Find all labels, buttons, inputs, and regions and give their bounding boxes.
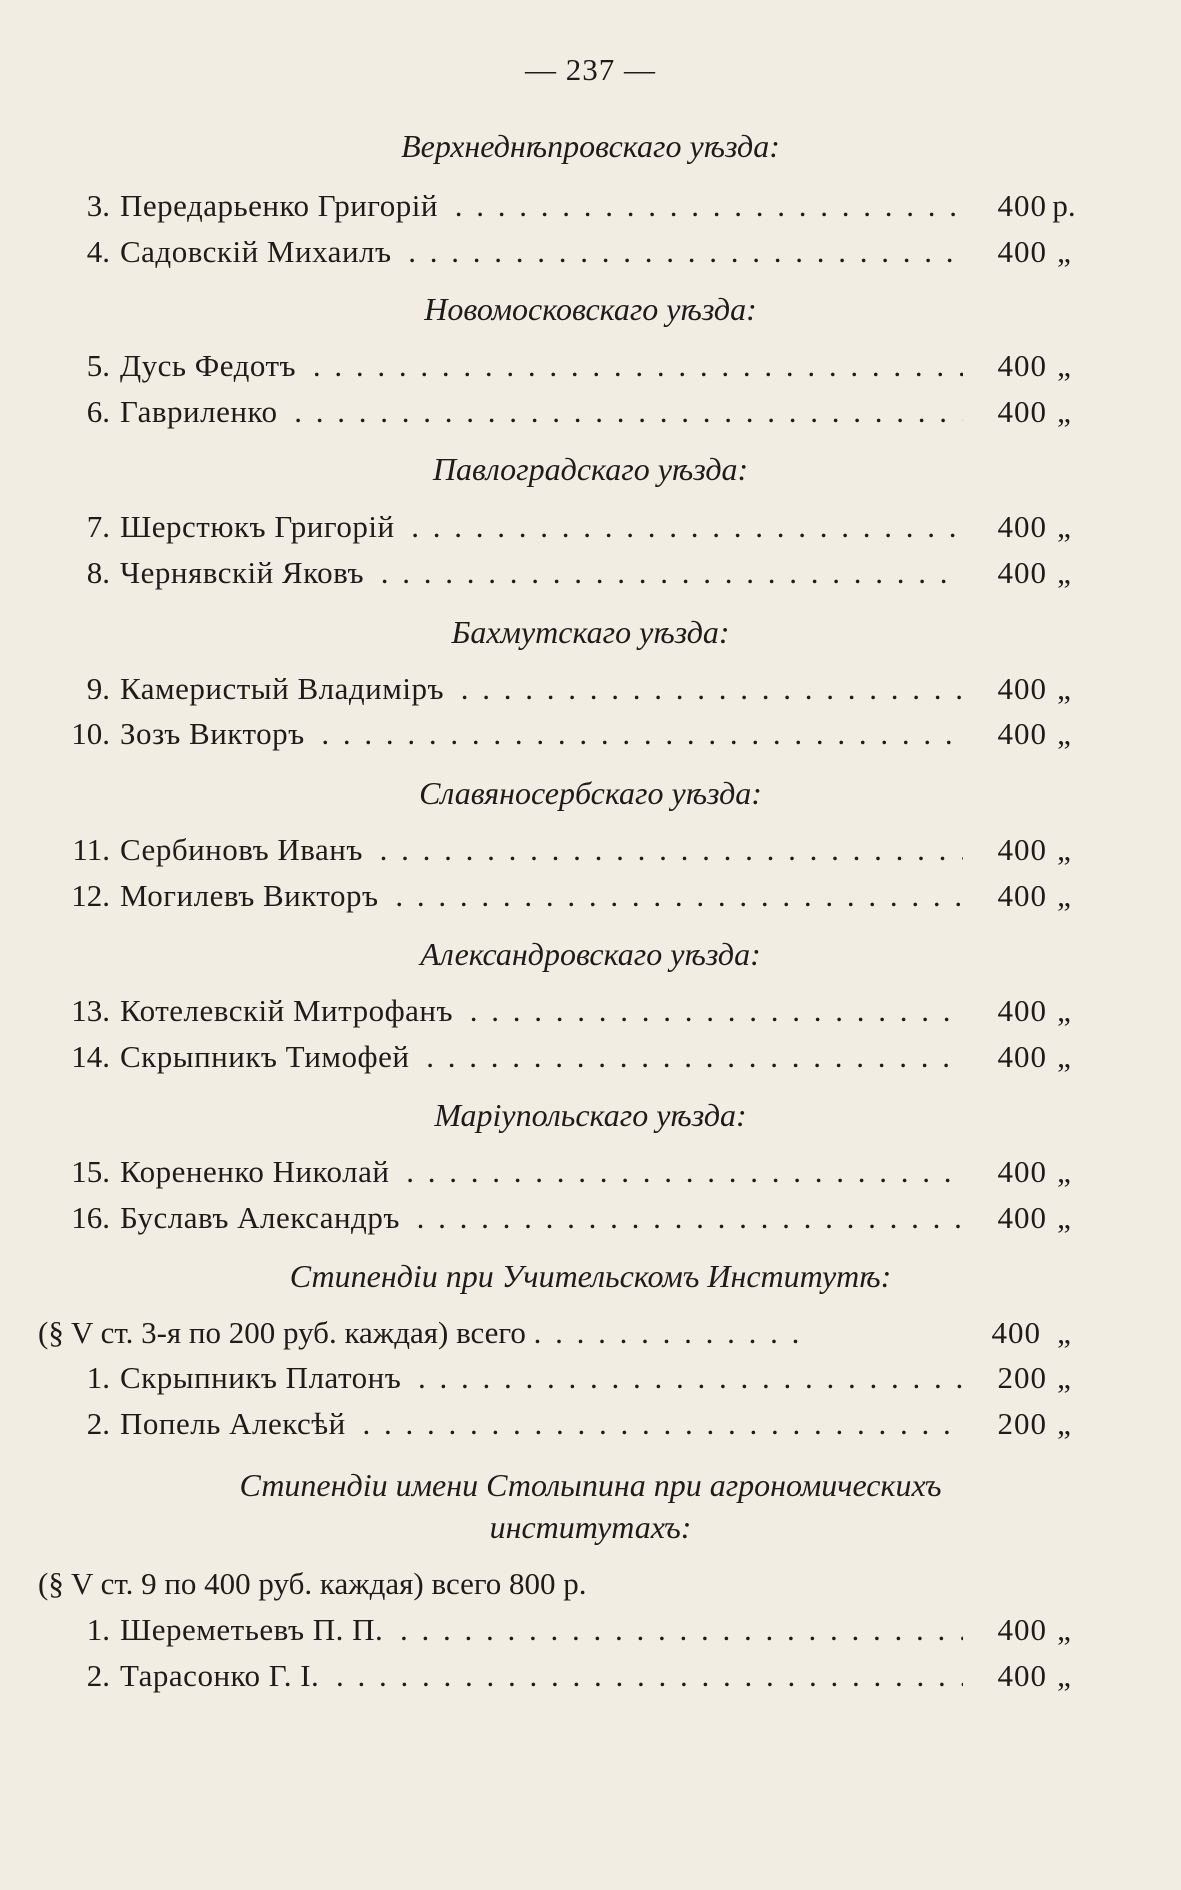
- item-number: 8.: [86, 555, 110, 590]
- page-number: — 237 —: [525, 52, 656, 87]
- item-number: 7.: [86, 509, 110, 544]
- item-amount: 400: [963, 346, 1047, 386]
- item-unit: „: [1057, 555, 1071, 590]
- list-item: [38, 876, 1078, 916]
- item-amount: 400: [963, 1152, 1047, 1192]
- item-unit: „: [1057, 1360, 1071, 1395]
- section-heading: Маріупольскаго уѣзда:: [434, 1097, 747, 1133]
- item-unit: „: [1057, 1406, 1071, 1441]
- item-name: Камеристый Владиміръ: [120, 671, 444, 706]
- item-name: Шерстюкъ Григорій: [120, 509, 395, 544]
- item-number: 10.: [71, 716, 110, 751]
- item-number: 3.: [86, 188, 110, 223]
- item-name: Сербиновъ Иванъ: [120, 832, 363, 867]
- item-number: 5.: [86, 348, 110, 383]
- item-unit: „: [1057, 1154, 1071, 1189]
- item-number: 11.: [72, 832, 110, 867]
- item-number: 16.: [71, 1200, 110, 1235]
- item-name: Передарьенко Григорій: [120, 188, 438, 223]
- item-unit: „: [1057, 394, 1071, 429]
- item-name: Могилевъ Викторъ: [120, 878, 379, 913]
- list-item: [38, 507, 1078, 547]
- item-name: Шереметьевъ П. П.: [120, 1612, 384, 1647]
- item-amount: 400: [963, 553, 1047, 593]
- item-amount: 400: [963, 714, 1047, 754]
- item-number: 2.: [86, 1658, 110, 1693]
- list-item: [38, 1358, 1078, 1398]
- item-name: Котелевскій Митрофанъ: [120, 993, 454, 1028]
- list-item: [38, 1404, 1078, 1444]
- section-heading: Стипендіи имени Столыпина при агрономическихъ: [239, 1467, 942, 1503]
- item-amount: 400: [963, 186, 1047, 226]
- list-item: [38, 830, 1078, 870]
- item-number: 15.: [71, 1154, 110, 1189]
- item-name: Дусь Федотъ: [120, 348, 297, 383]
- list-item: [38, 991, 1078, 1031]
- section-heading: Бахмутскаго уѣзда:: [451, 614, 730, 650]
- item-name: Гавриленко: [120, 394, 278, 429]
- item-name: Буславъ Александръ: [120, 1200, 400, 1235]
- item-amount: 400: [963, 876, 1047, 916]
- item-number: 4.: [86, 234, 110, 269]
- item-unit: р.: [1052, 188, 1076, 223]
- section-heading-continued: институтахъ:: [489, 1509, 692, 1545]
- stipend-note: [38, 1564, 1078, 1604]
- item-number: 2.: [86, 1406, 110, 1441]
- section-heading: Славяносербскаго уѣзда:: [419, 775, 762, 811]
- item-unit: „: [1057, 1039, 1071, 1074]
- item-name: Скрыпникъ Тимофей: [120, 1039, 410, 1074]
- item-name: Зозъ Викторъ: [120, 716, 305, 751]
- item-unit: „: [1057, 993, 1071, 1028]
- list-item: [38, 1610, 1078, 1650]
- item-amount: 400: [963, 232, 1047, 272]
- item-unit: „: [1057, 671, 1071, 706]
- item-unit: „: [1057, 509, 1071, 544]
- item-amount: 200: [963, 1358, 1047, 1398]
- section-heading: Павлоградскаго уѣзда:: [432, 451, 749, 487]
- item-unit: „: [1057, 1200, 1071, 1235]
- item-unit: „: [1057, 878, 1071, 913]
- list-item: [38, 1656, 1078, 1696]
- item-amount: 400: [963, 392, 1047, 432]
- item-amount: 400: [963, 991, 1047, 1031]
- list-item: [38, 346, 1078, 386]
- item-name: Попель Алексѣй: [120, 1406, 346, 1441]
- item-amount: 400: [963, 669, 1047, 709]
- item-unit: „: [1057, 832, 1071, 867]
- section-heading: Верхнеднѣпровскаго уѣзда:: [401, 128, 780, 164]
- list-item: [38, 232, 1078, 272]
- note-text: (§ V ст. 9 по 400 руб. каждая) всего 800 р.: [38, 1566, 587, 1601]
- item-amount: 400: [963, 1198, 1047, 1238]
- item-unit: „: [1057, 234, 1071, 269]
- item-number: 6.: [86, 394, 110, 429]
- item-name: Тарасонко Г. І.: [120, 1658, 320, 1693]
- item-amount: 400: [963, 1656, 1047, 1696]
- note-amount: 400: [963, 1313, 1041, 1353]
- list-item: [38, 392, 1078, 432]
- item-name: Скрыпникъ Платонъ: [120, 1360, 402, 1395]
- note-text: (§ V ст. 3-я по 200 руб. каждая) всего: [38, 1315, 526, 1350]
- list-item: [38, 669, 1078, 709]
- section-heading: Новомосковскаго уѣзда:: [424, 291, 757, 327]
- item-name: Корененко Николай: [120, 1154, 390, 1189]
- item-number: 9.: [86, 671, 110, 706]
- list-item: [38, 1152, 1078, 1192]
- item-unit: „: [1057, 1658, 1071, 1693]
- item-number: 14.: [71, 1039, 110, 1074]
- section-heading: Александровскаго уѣзда:: [420, 936, 761, 972]
- item-amount: 400: [963, 507, 1047, 547]
- section-heading: Стипендіи при Учительскомъ Институтѣ:: [289, 1258, 892, 1294]
- item-amount: 200: [963, 1404, 1047, 1444]
- item-number: 1.: [86, 1612, 110, 1647]
- item-unit: „: [1057, 1612, 1071, 1647]
- item-unit: „: [1057, 348, 1071, 383]
- list-item: [38, 714, 1078, 754]
- stipend-note: [38, 1313, 1078, 1353]
- item-amount: 400: [963, 1037, 1047, 1077]
- item-number: 12.: [71, 878, 110, 913]
- note-unit: „: [1057, 1315, 1071, 1350]
- item-unit: „: [1057, 716, 1071, 751]
- list-item: [38, 553, 1078, 593]
- item-amount: 400: [963, 1610, 1047, 1650]
- list-item: [38, 1198, 1078, 1238]
- list-item: [38, 186, 1078, 226]
- item-name: Садовскій Михаилъ: [120, 234, 392, 269]
- item-amount: 400: [963, 830, 1047, 870]
- list-item: [38, 1037, 1078, 1077]
- item-number: 13.: [71, 993, 110, 1028]
- item-number: 1.: [86, 1360, 110, 1395]
- item-name: Чернявскій Яковъ: [120, 555, 365, 590]
